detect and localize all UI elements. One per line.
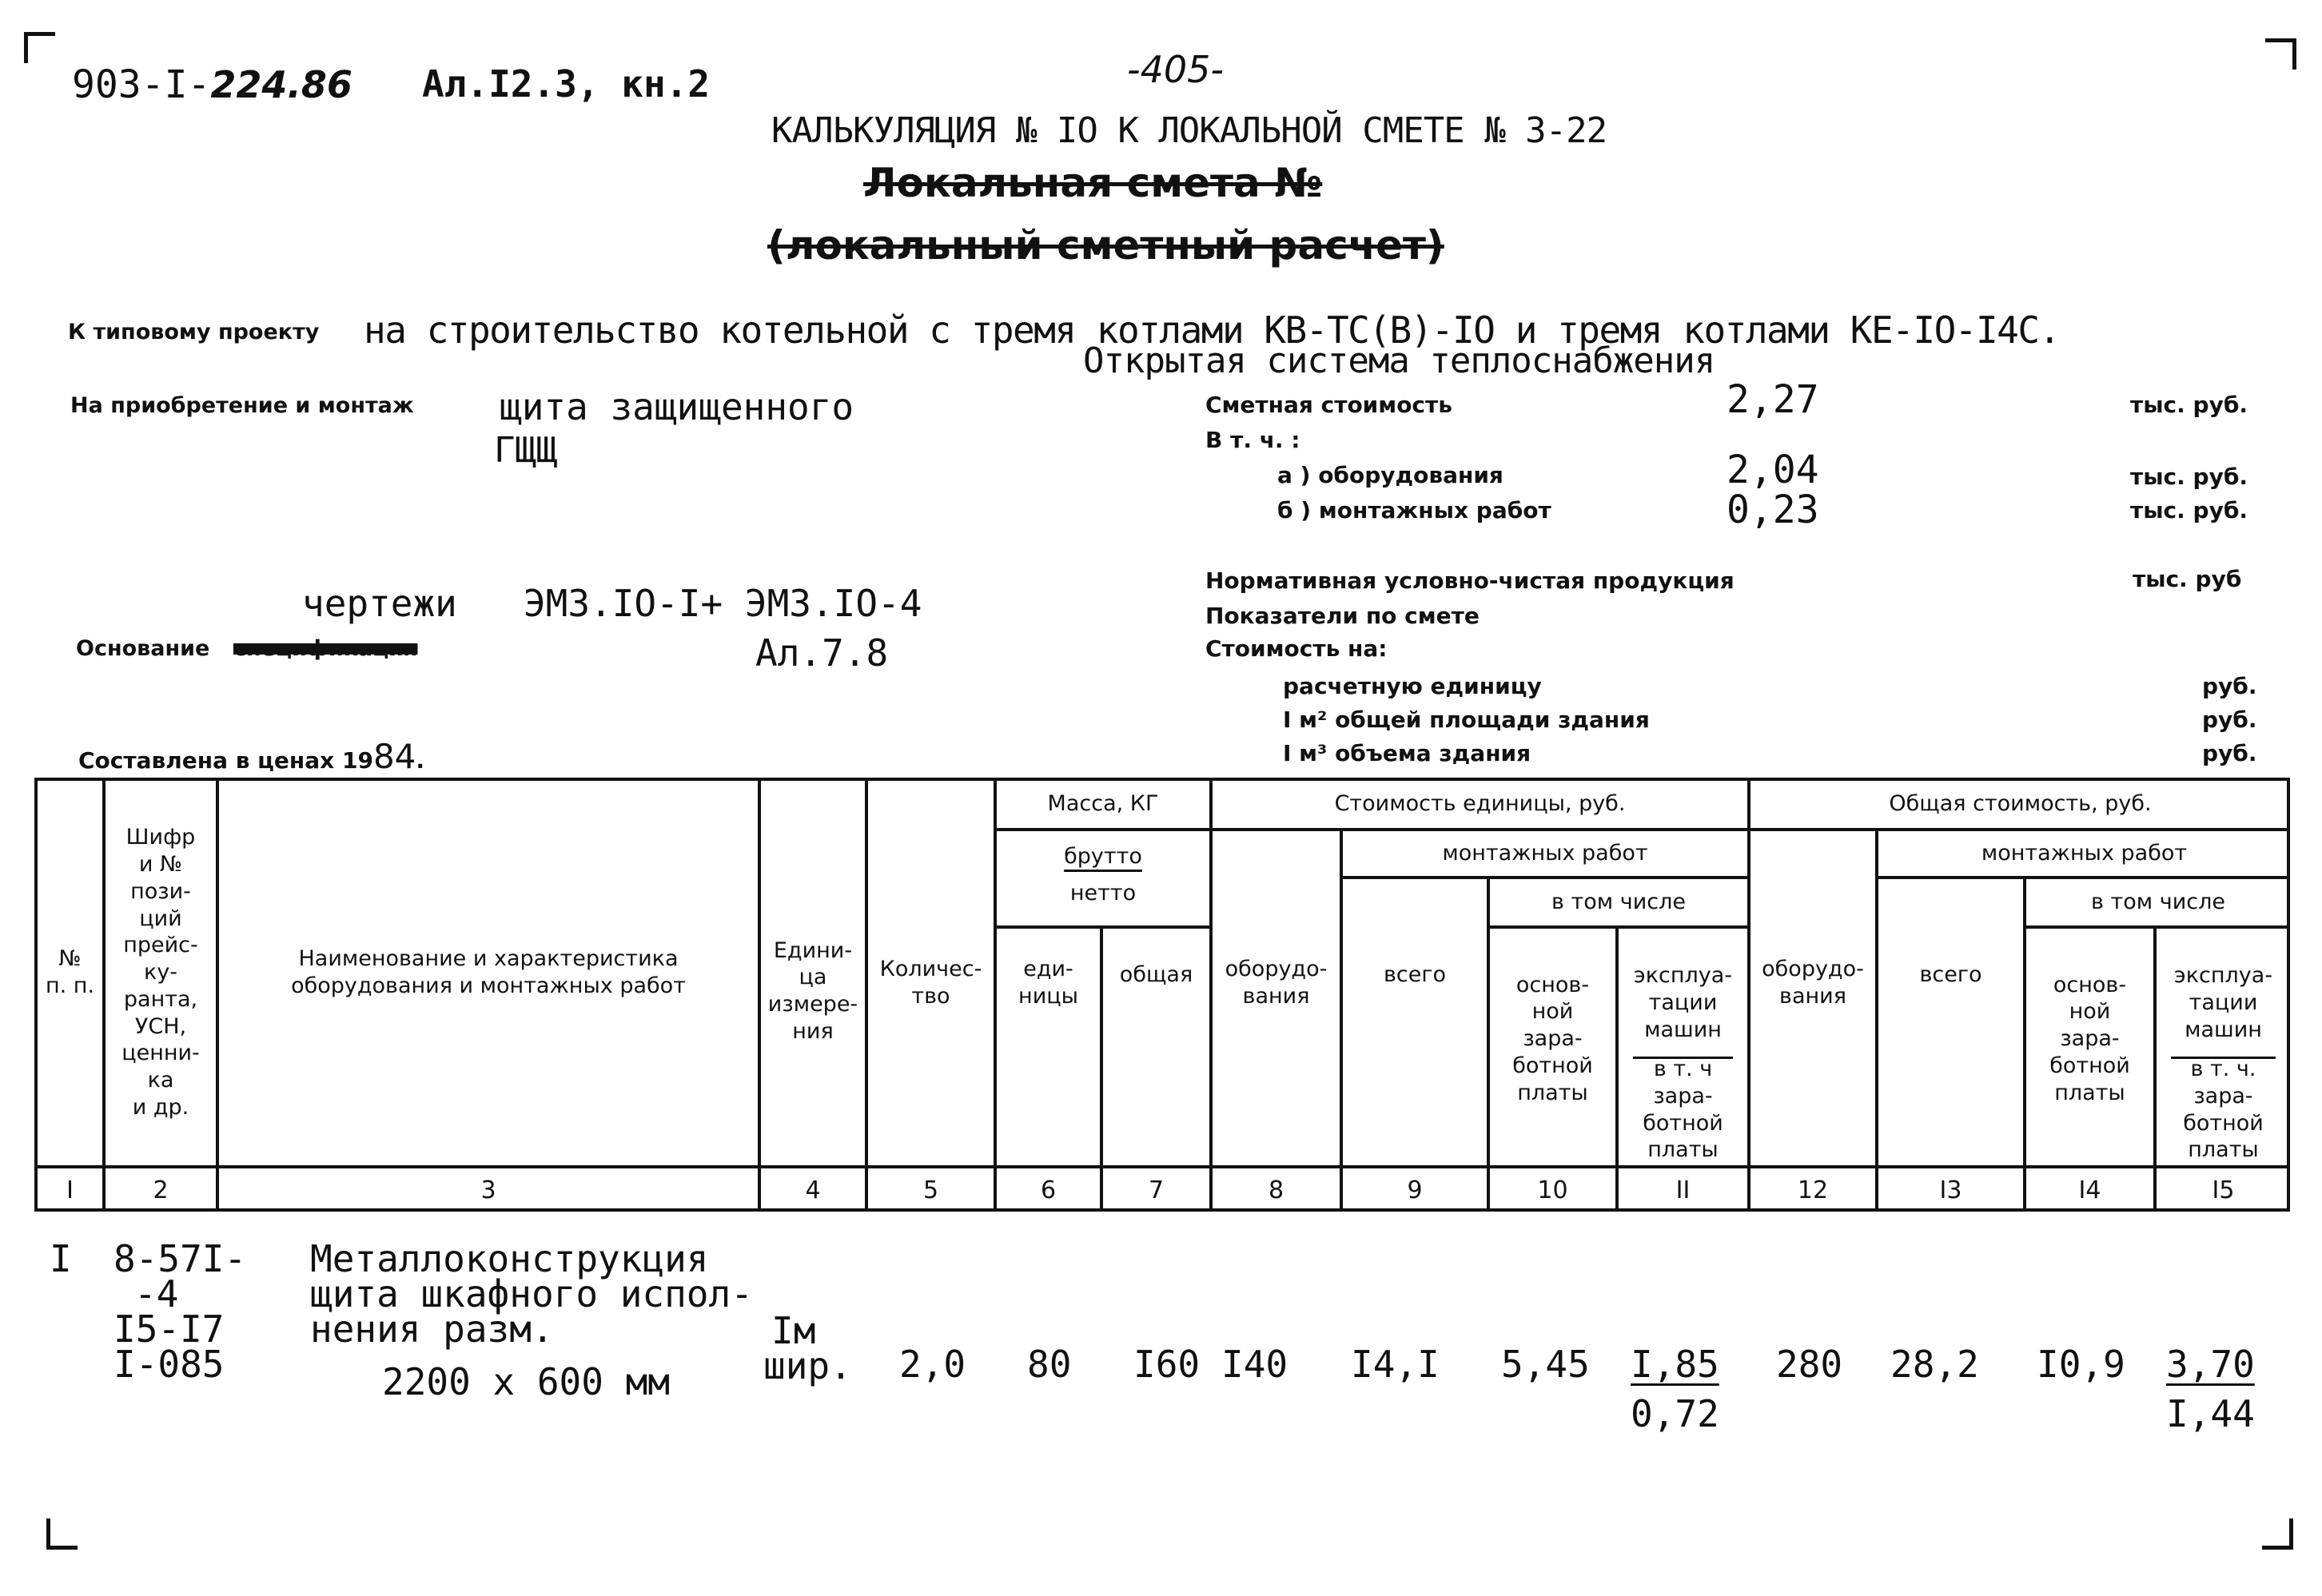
- row-quantity: 2,0: [899, 1343, 966, 1386]
- row-total-machine-wage: I,44: [2166, 1392, 2255, 1435]
- row-mass-total: I60: [1133, 1343, 1201, 1386]
- vline: [1875, 830, 1878, 1212]
- row-total-equipment: 280: [1776, 1343, 1843, 1386]
- calc-unit-rub: руб.: [2202, 673, 2257, 699]
- col-header-13: всего: [1919, 962, 1982, 988]
- col-header-15a: эксплуа- тации машин: [2173, 963, 2273, 1042]
- col-number-9: 9: [1407, 1176, 1423, 1204]
- drawings-reference: чертежи ЭМЗ.IO-I+ ЭМЗ.IO-4: [302, 582, 922, 625]
- area-rub: руб.: [2202, 706, 2257, 733]
- col-number-12: 12: [1797, 1176, 1829, 1204]
- col-header-8: оборудо- вания: [1225, 957, 1328, 1009]
- compiled-dot: .: [416, 747, 425, 774]
- col-header-2: Шифр и № пози- ций прейс- ку- ранта, УСН, ценни- ка и др.: [121, 825, 200, 1120]
- equipment-label: а ) оборудования: [1277, 462, 1504, 488]
- purchase-item-line1: щита защищенного: [500, 385, 854, 428]
- volume-rub: руб.: [2202, 740, 2257, 766]
- calc-unit-label: расчетную единицу: [1283, 673, 1542, 699]
- row-name-4: 2200 х 600 мм: [382, 1360, 671, 1403]
- col-header-6: еди- ницы: [1018, 957, 1078, 1009]
- installation-label: б ) монтажных работ: [1277, 497, 1551, 523]
- col-number-7: 7: [1148, 1176, 1165, 1204]
- header-mass: Масса, КГ: [1047, 791, 1159, 817]
- col-header-15b: в т. ч. зара- ботной платы: [2171, 1057, 2276, 1160]
- row-code-3: I5-I7: [114, 1307, 225, 1351]
- compiled-prices: [78, 737, 424, 776]
- row-total-install: 28,2: [1890, 1343, 1979, 1386]
- col-number-8: 8: [1268, 1176, 1284, 1204]
- normative-unit: тыс. руб: [2133, 566, 2242, 592]
- struck-title-local-calculation: (локальный сметный расчет): [767, 222, 1444, 269]
- col-number-13: I3: [1939, 1176, 1962, 1204]
- header-total-including: в том числе: [2091, 890, 2225, 915]
- row-total-base-wage: I0,9: [2037, 1343, 2125, 1386]
- purchase-item-line2: ГЩЩ: [494, 430, 558, 471]
- row-unit-machine-wage: 0,72: [1631, 1392, 1719, 1435]
- col-header-14: основ- ной зара- ботной платы: [2049, 972, 2130, 1105]
- document-code-handwritten: 224.86: [210, 63, 352, 106]
- row-unit-equipment: I40: [1221, 1343, 1288, 1386]
- project-text-line2: Открытая система теплоснабжения: [1083, 340, 1715, 381]
- col-header-11b: в т. ч зара- ботной платы: [1633, 1057, 1733, 1160]
- col-number-6: 6: [1040, 1176, 1057, 1204]
- col-number-11: II: [1675, 1176, 1691, 1204]
- row-number: I: [50, 1237, 72, 1280]
- col-header-3: Наименование и характеристика оборудования и монтажных работ: [291, 946, 686, 998]
- calculation-title: КАЛЬКУЛЯЦИЯ № IO К ЛОКАЛЬНОЙ СМЕТЕ № 3-22: [771, 110, 1607, 151]
- col-number-2: 2: [153, 1176, 169, 1204]
- row-mass-unit: 80: [1027, 1343, 1072, 1386]
- cost-for-label: Стоимость на:: [1205, 635, 1388, 662]
- col-number-3: 3: [480, 1176, 496, 1204]
- col-number-5: 5: [922, 1176, 939, 1204]
- header-unit-including: в том числе: [1551, 890, 1686, 915]
- col-number-15: I5: [2212, 1176, 2235, 1204]
- row-code-1: 8-57I-: [114, 1237, 247, 1280]
- row-code-2: -4: [134, 1272, 179, 1315]
- estimated-cost-label: Сметная стоимость: [1205, 392, 1452, 418]
- volume-label: I м³ объема здания: [1283, 740, 1531, 766]
- estimated-cost-unit: тыс. руб.: [2130, 392, 2248, 418]
- row-unit-machine: I,85: [1631, 1343, 1719, 1386]
- header-total-cost: Общая стоимость, руб.: [1889, 791, 2152, 817]
- installation-value: 0,23: [1727, 488, 1819, 532]
- col-number-10: 10: [1537, 1176, 1568, 1204]
- col-number-1: I: [66, 1176, 74, 1204]
- header-unit-cost: Стоимость единицы, руб.: [1334, 791, 1626, 817]
- document-code-printed: 903-I-: [72, 62, 211, 107]
- corner-mark-top-right: [2265, 38, 2296, 70]
- row-name-1: Металлоконструкция: [310, 1237, 709, 1280]
- col-header-10: основ- ной зара- ботной платы: [1512, 972, 1593, 1105]
- row-unit-2: шир.: [763, 1344, 852, 1387]
- equipment-value: 2,04: [1727, 448, 1819, 492]
- project-label: К типовому проекту: [68, 320, 320, 344]
- header-total-install: монтажных работ: [1981, 841, 2188, 866]
- col-header-1: № п. п.: [45, 946, 95, 998]
- estimated-cost-value: 2,27: [1727, 377, 1819, 422]
- page-number: -405-: [1127, 48, 1224, 91]
- col-header-11a: эксплуа- тации машин: [1633, 963, 1733, 1042]
- project-text-line1: на строительство котельной с тремя котлами КВ-ТС(В)-IO и тремя котлами КЕ-IO-I4С.: [364, 308, 2060, 352]
- corner-mark-bottom-right: [2262, 1518, 2293, 1550]
- col-header-7: общая: [1119, 962, 1193, 988]
- corner-mark-bottom-left: [46, 1518, 78, 1550]
- basis-struck-text: спецификация: [233, 636, 418, 661]
- compiled-label: Составлена в ценах 19: [78, 747, 373, 774]
- basis-album: Ал.7.8: [755, 631, 889, 675]
- header-netto: нетто: [1069, 881, 1137, 906]
- document-code: [72, 62, 352, 107]
- area-label: I м² общей площади здания: [1283, 706, 1650, 733]
- purchase-label: На приобретение и монтаж: [70, 393, 414, 418]
- compiled-year: 84: [372, 737, 416, 776]
- col-number-14: I4: [2078, 1176, 2101, 1204]
- row-unit-1: Iм: [771, 1309, 816, 1352]
- equipment-unit: тыс. руб.: [2130, 464, 2248, 490]
- header-unit-install: монтажных работ: [1442, 841, 1648, 866]
- basis-label: Основание: [76, 636, 210, 661]
- installation-unit: тыс. руб.: [2130, 497, 2248, 523]
- hline: [2023, 925, 2290, 929]
- row-code-4: I-085: [114, 1343, 225, 1386]
- row-name-2: щита шкафного испол-: [310, 1272, 753, 1315]
- col-number-4: 4: [805, 1176, 821, 1204]
- header-brutto: брутто: [1064, 844, 1142, 870]
- normative-label: Нормативная условно-чистая продукция: [1205, 567, 1735, 594]
- row-total-machine: 3,70: [2166, 1343, 2255, 1386]
- vline: [1340, 830, 1343, 1212]
- struck-title-local-estimate: Локальная смета №: [863, 160, 1323, 206]
- indicators-label: Показатели по смете: [1205, 603, 1480, 629]
- corner-mark-top-left: [24, 32, 55, 63]
- col-header-9: всего: [1383, 962, 1447, 988]
- col-header-5: Количес- тво: [879, 957, 982, 1009]
- row-name-3: нения разм.: [310, 1307, 554, 1351]
- row-unit-install-total: I4,I: [1351, 1343, 1440, 1386]
- col-header-4: Едини- ца измере- ния: [767, 937, 858, 1044]
- row-unit-base-wage: 5,45: [1501, 1343, 1590, 1386]
- col-header-12: оборудо- вания: [1762, 957, 1864, 1009]
- hline: [1487, 925, 1747, 929]
- album-reference: Ал.I2.3, кн.2: [422, 62, 711, 105]
- including-label: В т. ч. :: [1205, 427, 1300, 453]
